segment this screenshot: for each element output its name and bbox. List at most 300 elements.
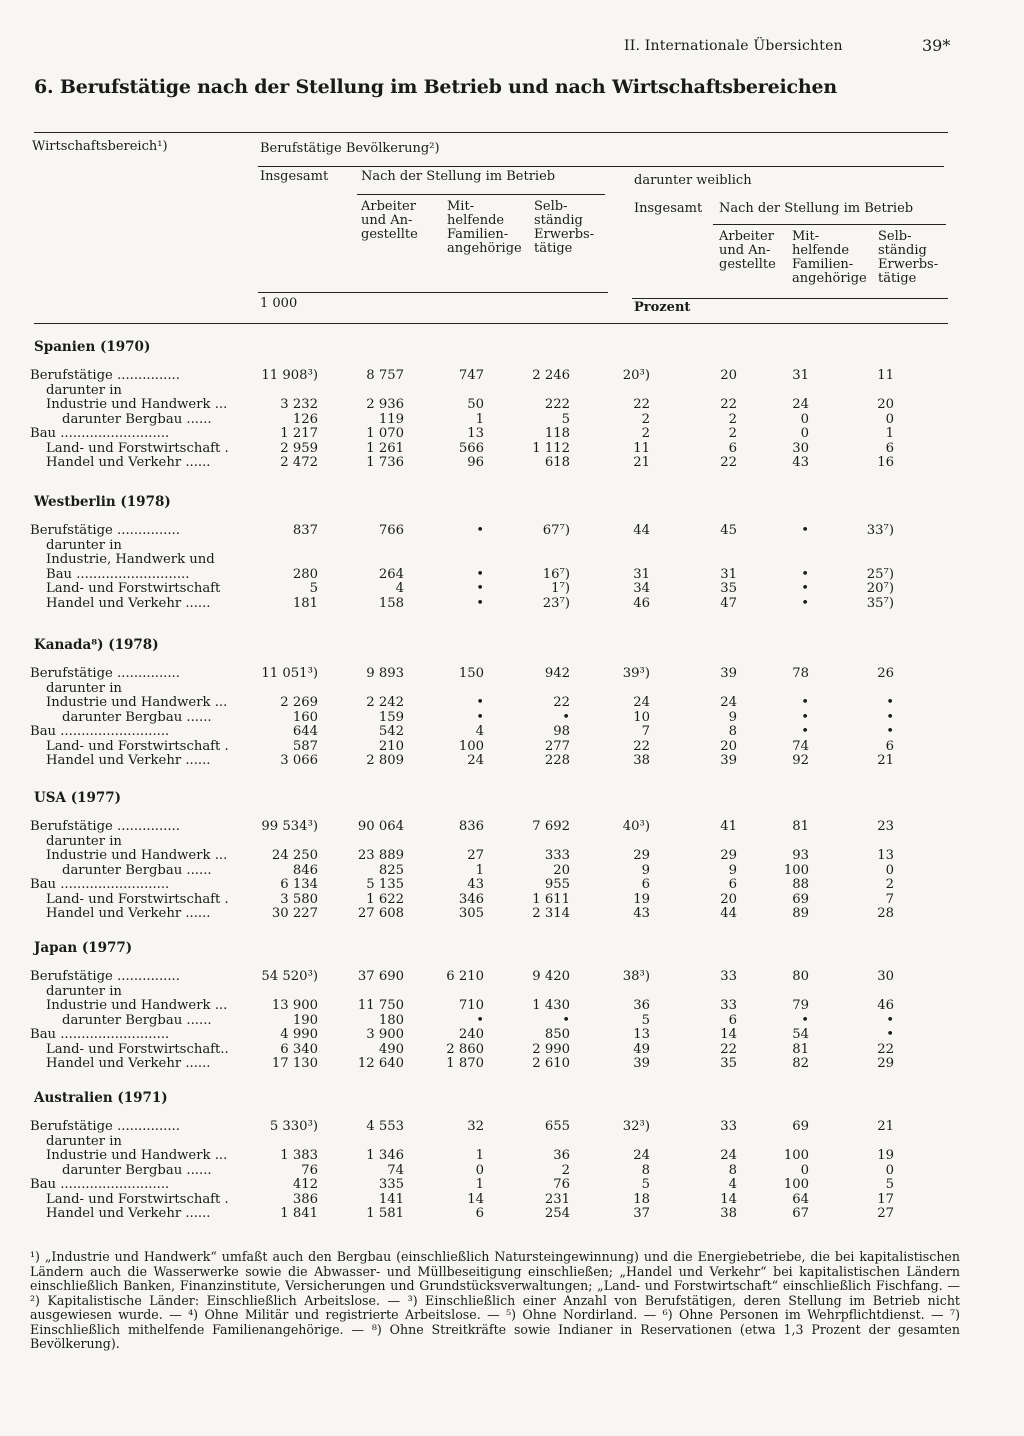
- row-value: 8: [728, 1162, 737, 1178]
- row-value: 150: [458, 666, 484, 681]
- row-value: 11 908³): [261, 368, 318, 383]
- row-label: darunter Bergbau ......: [62, 709, 212, 725]
- row-value: •: [886, 1027, 894, 1042]
- table-row: [0, 835, 1024, 849]
- table-row: [0, 427, 1024, 441]
- row-value: 4: [728, 1177, 737, 1192]
- row-label: darunter in: [46, 680, 122, 696]
- row-label: darunter Bergbau ......: [62, 1162, 212, 1178]
- row-value: 33: [720, 1119, 737, 1134]
- row-value: 2: [641, 426, 650, 441]
- row-value: 39: [720, 753, 737, 768]
- row-value: 45: [720, 523, 737, 538]
- row-value: 254: [544, 1206, 570, 1221]
- table-row: [0, 878, 1024, 892]
- row-value: 21: [877, 753, 894, 768]
- row-value: 190: [292, 1012, 318, 1028]
- row-value: 44: [633, 523, 650, 538]
- row-value: 54: [792, 1027, 809, 1042]
- row-value: 27: [877, 1206, 894, 1221]
- row-value: 566: [458, 440, 484, 456]
- rule-header-bottom: [34, 323, 948, 324]
- row-value: 12 640: [357, 1056, 404, 1071]
- row-label: Handel und Verkehr ......: [46, 753, 211, 768]
- row-value: 23: [877, 819, 894, 834]
- row-value: •: [476, 566, 484, 582]
- row-value: 346: [458, 891, 484, 907]
- row-value: 5: [641, 1012, 650, 1028]
- row-value: •: [801, 595, 809, 611]
- row-label: Berufstätige ...............: [30, 1119, 180, 1134]
- row-value: •: [886, 695, 894, 710]
- table-row: [0, 682, 1024, 696]
- row-value: 43: [792, 455, 809, 470]
- row-value: •: [801, 1012, 809, 1028]
- row-value: 2: [728, 426, 737, 441]
- rule-top: [34, 132, 948, 133]
- table-row: [0, 568, 1024, 582]
- row-value: 264: [378, 566, 404, 582]
- row-value: 39³): [622, 666, 650, 681]
- table-row: [0, 667, 1024, 681]
- row-value: 7: [641, 724, 650, 739]
- row-value: 2: [885, 877, 894, 892]
- row-value: 1 870: [446, 1056, 484, 1071]
- row-value: 2 860: [446, 1041, 484, 1057]
- row-label: Bau ..........................: [30, 1177, 170, 1192]
- section-title: USA (1977): [34, 790, 122, 806]
- table-row: [0, 893, 1024, 907]
- row-value: 22: [633, 397, 650, 412]
- rule-header-1: [258, 166, 944, 167]
- row-value: 1: [475, 1148, 484, 1163]
- row-label: Handel und Verkehr ......: [46, 595, 211, 611]
- row-label: Handel und Verkehr ......: [46, 1056, 211, 1071]
- rule-units-1: [258, 292, 608, 293]
- row-value: 32: [467, 1119, 484, 1134]
- row-value: 1 611: [532, 891, 570, 907]
- row-value: 16⁷): [542, 566, 570, 582]
- row-value: 35: [720, 1056, 737, 1071]
- row-value: 30 227: [271, 906, 318, 921]
- row-label: Handel und Verkehr ......: [46, 455, 211, 470]
- table-row: [0, 970, 1024, 984]
- row-value: 5: [885, 1177, 894, 1192]
- row-value: 5: [309, 581, 318, 596]
- row-label: Industrie und Handwerk ...: [46, 998, 228, 1013]
- row-value: 2: [561, 1162, 570, 1178]
- row-value: 180: [378, 1012, 404, 1028]
- row-value: 280: [292, 566, 318, 582]
- row-value: 8: [728, 724, 737, 739]
- row-value: 9: [728, 709, 737, 725]
- row-label: Berufstätige ...............: [30, 666, 180, 681]
- row-value: 618: [544, 455, 570, 470]
- row-value: 54 520³): [261, 969, 318, 984]
- section-title: Kanada⁸) (1978): [34, 637, 159, 653]
- row-value: •: [476, 595, 484, 611]
- row-value: 160: [292, 709, 318, 725]
- table-row: [0, 864, 1024, 878]
- row-value: 9 893: [366, 666, 404, 681]
- row-label: darunter in: [46, 1133, 122, 1149]
- row-value: 222: [544, 397, 570, 412]
- row-value: 29: [633, 848, 650, 863]
- rule-stellung: [357, 194, 605, 195]
- row-value: 8 757: [366, 368, 404, 383]
- header-insgesamt: Insgesamt: [260, 169, 329, 184]
- row-value: 80: [792, 969, 809, 984]
- row-value: 20: [877, 397, 894, 412]
- row-label: Berufstätige ...............: [30, 368, 180, 383]
- row-value: 14: [720, 1027, 737, 1042]
- row-label: Handel und Verkehr ......: [46, 906, 211, 921]
- row-value: •: [801, 709, 809, 725]
- row-value: 0: [800, 1162, 809, 1178]
- row-value: 24: [467, 753, 484, 768]
- row-value: 27: [467, 848, 484, 863]
- row-value: 181: [292, 595, 318, 611]
- header-nach-stellung-w: Nach der Stellung im Betrieb: [719, 201, 914, 216]
- row-value: 81: [792, 1041, 809, 1057]
- row-value: 7: [885, 891, 894, 907]
- row-value: 26: [877, 666, 894, 681]
- row-value: 31: [720, 566, 737, 582]
- row-value: 5: [641, 1177, 650, 1192]
- page-number: 39*: [922, 36, 951, 55]
- row-value: 46: [633, 595, 650, 611]
- row-value: 1 217: [280, 426, 318, 441]
- row-value: 20: [720, 368, 737, 383]
- row-value: 33: [720, 969, 737, 984]
- row-value: 92: [792, 753, 809, 768]
- row-value: •: [476, 709, 484, 725]
- row-value: •: [886, 709, 894, 725]
- row-value: 6 210: [446, 969, 484, 984]
- table-row: [0, 985, 1024, 999]
- row-value: 850: [544, 1027, 570, 1042]
- row-value: 20⁷): [866, 581, 894, 596]
- row-value: 825: [378, 862, 404, 878]
- row-value: 14: [467, 1191, 484, 1207]
- rule-stellung-w: [713, 224, 946, 225]
- table-row: [0, 582, 1024, 596]
- row-value: 3 900: [366, 1027, 404, 1042]
- row-value: 126: [292, 411, 318, 427]
- row-value: 79: [792, 998, 809, 1013]
- row-value: 35: [720, 581, 737, 596]
- row-value: 1 622: [366, 891, 404, 907]
- row-value: 836: [458, 819, 484, 834]
- row-value: 6: [728, 440, 737, 456]
- row-value: 4: [395, 581, 404, 596]
- row-value: •: [886, 1012, 894, 1028]
- row-value: 305: [458, 906, 484, 921]
- row-value: 28: [877, 906, 894, 921]
- row-value: 24: [720, 695, 737, 710]
- table-row: [0, 1014, 1024, 1028]
- row-value: 1 112: [532, 440, 570, 456]
- row-value: 64: [792, 1191, 809, 1207]
- row-value: 93: [792, 848, 809, 863]
- table-row: [0, 907, 1024, 921]
- row-value: 21: [633, 455, 650, 470]
- row-value: 210: [378, 738, 404, 754]
- row-value: 11: [633, 440, 650, 456]
- row-value: 412: [292, 1177, 318, 1192]
- row-value: •: [562, 1012, 570, 1028]
- header-berufstaetige: Berufstätige Bevölkerung²): [260, 141, 440, 156]
- row-value: 40³): [622, 819, 650, 834]
- row-value: 6 340: [280, 1041, 318, 1057]
- row-value: 39: [633, 1056, 650, 1071]
- row-value: 82: [792, 1056, 809, 1071]
- row-value: 90 064: [357, 819, 404, 834]
- row-value: 67⁷): [542, 523, 570, 538]
- row-value: •: [801, 724, 809, 739]
- table-row: [0, 398, 1024, 412]
- row-value: 22: [553, 695, 570, 710]
- row-value: 0: [885, 1162, 894, 1178]
- row-value: 240: [458, 1027, 484, 1042]
- running-head: II. Internationale Übersichten: [624, 38, 843, 54]
- row-value: 74: [792, 738, 809, 754]
- row-value: 11: [877, 368, 894, 383]
- row-label: Bau ...........................: [46, 566, 190, 582]
- row-value: 1 736: [366, 455, 404, 470]
- row-value: 19: [633, 891, 650, 907]
- unit-prozent: Prozent: [634, 300, 691, 315]
- header-selbstaendig-w: Selb- ständig Erwerbs- tätige: [878, 229, 939, 286]
- row-value: 9: [728, 862, 737, 878]
- row-value: 24: [633, 695, 650, 710]
- row-label: Handel und Verkehr ......: [46, 1206, 211, 1221]
- row-value: 158: [378, 595, 404, 611]
- row-value: 9: [641, 862, 650, 878]
- table-row: [0, 1135, 1024, 1149]
- row-value: 33: [720, 998, 737, 1013]
- row-value: 6: [728, 877, 737, 892]
- row-value: 43: [467, 877, 484, 892]
- row-value: 69: [792, 1119, 809, 1134]
- unit-1000: 1 000: [260, 296, 298, 311]
- table-title: 6. Berufstätige nach der Stellung im Betrieb und nach Wirtschaftsbereichen: [34, 76, 837, 98]
- row-value: 141: [378, 1191, 404, 1207]
- row-value: •: [476, 581, 484, 596]
- row-value: 98: [553, 724, 570, 739]
- row-label: Land- und Forstwirtschaft .: [46, 1191, 229, 1207]
- row-value: 6: [475, 1206, 484, 1221]
- row-value: •: [476, 523, 484, 538]
- row-value: 1: [475, 1177, 484, 1192]
- row-value: 24: [792, 397, 809, 412]
- row-value: 0: [885, 411, 894, 427]
- row-value: 31: [792, 368, 809, 383]
- row-label: Bau ..........................: [30, 724, 170, 739]
- row-value: 67: [792, 1206, 809, 1221]
- row-value: 76: [553, 1177, 570, 1192]
- row-value: 31: [633, 566, 650, 582]
- header-selbstaendig: Selb- ständig Erwerbs- tätige: [534, 199, 595, 256]
- row-value: 99 534³): [261, 819, 318, 834]
- row-value: 69: [792, 891, 809, 907]
- table-row: [0, 553, 1024, 567]
- row-value: 335: [378, 1177, 404, 1192]
- header-nach-stellung: Nach der Stellung im Betrieb: [361, 169, 556, 184]
- row-label: Berufstätige ...............: [30, 523, 180, 538]
- table-row: [0, 1149, 1024, 1163]
- row-label: darunter Bergbau ......: [62, 411, 212, 427]
- row-value: 36: [633, 998, 650, 1013]
- row-value: 17 130: [271, 1056, 318, 1071]
- row-value: 9 420: [532, 969, 570, 984]
- row-value: 333: [544, 848, 570, 863]
- row-value: 20: [720, 891, 737, 907]
- table-row: [0, 442, 1024, 456]
- row-value: 2: [728, 411, 737, 427]
- row-value: 2 314: [532, 906, 570, 921]
- row-value: 490: [378, 1041, 404, 1057]
- table-row: [0, 456, 1024, 470]
- row-value: 1⁷): [551, 581, 570, 596]
- row-label: Berufstätige ...............: [30, 969, 180, 984]
- row-value: 32³): [622, 1119, 650, 1134]
- row-value: 3 066: [280, 753, 318, 768]
- row-value: 6: [641, 877, 650, 892]
- table-row: [0, 711, 1024, 725]
- row-value: 20: [720, 738, 737, 754]
- row-value: 6: [728, 1012, 737, 1028]
- row-value: 655: [544, 1119, 570, 1134]
- row-value: 23 889: [357, 848, 404, 863]
- header-mithelfende: Mit- helfende Familien- angehörige: [447, 199, 522, 256]
- table-row: [0, 1043, 1024, 1057]
- row-value: 18: [633, 1191, 650, 1207]
- row-value: 766: [378, 523, 404, 538]
- table-row: [0, 597, 1024, 611]
- table-row: [0, 1120, 1024, 1134]
- table-row: [0, 413, 1024, 427]
- row-label: Bau ..........................: [30, 1027, 170, 1042]
- row-value: 13: [877, 848, 894, 863]
- row-value: 1: [475, 411, 484, 427]
- row-value: 16: [877, 455, 894, 470]
- row-value: 38³): [622, 969, 650, 984]
- header-mithelfende-w: Mit- helfende Familien- angehörige: [792, 229, 867, 286]
- row-value: 29: [720, 848, 737, 863]
- section-title: Japan (1977): [34, 940, 133, 956]
- row-label: Industrie und Handwerk ...: [46, 1148, 228, 1163]
- row-value: 43: [633, 906, 650, 921]
- row-value: 25⁷): [866, 566, 894, 582]
- row-label: Berufstätige ...............: [30, 819, 180, 834]
- row-value: 10: [633, 709, 650, 725]
- header-arbeiter-w: Arbeiter und An- gestellte: [719, 229, 776, 272]
- row-value: 231: [544, 1191, 570, 1207]
- row-value: 5: [561, 411, 570, 427]
- row-value: 13 900: [271, 998, 318, 1013]
- row-value: 22: [877, 1041, 894, 1057]
- row-value: 39: [720, 666, 737, 681]
- row-value: 14: [720, 1191, 737, 1207]
- row-value: •: [476, 1012, 484, 1028]
- row-label: darunter in: [46, 537, 122, 553]
- table-row: [0, 1164, 1024, 1178]
- table-row: [0, 369, 1024, 383]
- row-value: 11 051³): [261, 666, 318, 681]
- row-value: 8: [641, 1162, 650, 1178]
- row-value: 1 430: [532, 998, 570, 1013]
- row-value: 13: [633, 1027, 650, 1042]
- row-value: •: [886, 724, 894, 739]
- row-value: 386: [292, 1191, 318, 1207]
- row-value: 30: [792, 440, 809, 456]
- row-value: 33⁷): [866, 523, 894, 538]
- row-value: 17: [877, 1191, 894, 1207]
- row-value: 1 841: [280, 1206, 318, 1221]
- row-value: 277: [544, 738, 570, 754]
- row-value: 3 580: [280, 891, 318, 907]
- row-value: 846: [292, 862, 318, 878]
- row-value: 20: [553, 862, 570, 878]
- row-value: 644: [292, 724, 318, 739]
- row-value: 1 261: [366, 440, 404, 456]
- row-value: 837: [292, 523, 318, 538]
- rule-units-2: [632, 298, 948, 299]
- section-title: Spanien (1970): [34, 339, 151, 355]
- header-darunter-weiblich: darunter weiblich: [634, 173, 752, 188]
- row-value: 89: [792, 906, 809, 921]
- table-row: [0, 1028, 1024, 1042]
- row-value: 78: [792, 666, 809, 681]
- row-value: 0: [885, 862, 894, 878]
- row-value: 23⁷): [542, 595, 570, 611]
- row-value: •: [801, 581, 809, 596]
- row-value: 11 750: [357, 998, 404, 1013]
- row-value: 2 610: [532, 1056, 570, 1071]
- table-row: [0, 384, 1024, 398]
- row-label: darunter Bergbau ......: [62, 1012, 212, 1028]
- row-value: 6: [885, 440, 894, 456]
- row-value: 159: [378, 709, 404, 725]
- row-value: 24: [720, 1148, 737, 1163]
- row-value: 2 959: [280, 440, 318, 456]
- row-value: •: [801, 566, 809, 582]
- row-label: Bau ..........................: [30, 877, 170, 892]
- row-value: 5 135: [366, 877, 404, 892]
- row-value: 228: [544, 753, 570, 768]
- row-value: 46: [877, 998, 894, 1013]
- row-value: 118: [544, 426, 570, 441]
- row-value: 76: [301, 1162, 318, 1178]
- row-value: 587: [292, 738, 318, 754]
- section-title: Australien (1971): [34, 1090, 168, 1106]
- row-value: 7 692: [532, 819, 570, 834]
- row-value: 47: [720, 595, 737, 611]
- row-label: Bau ..........................: [30, 426, 170, 441]
- row-value: 27 608: [357, 906, 404, 921]
- row-value: •: [801, 523, 809, 538]
- row-value: 542: [378, 724, 404, 739]
- row-value: 710: [458, 998, 484, 1013]
- row-value: 955: [544, 877, 570, 892]
- row-value: 22: [720, 455, 737, 470]
- row-value: 2 936: [366, 397, 404, 412]
- row-value: 1 070: [366, 426, 404, 441]
- table-row: [0, 696, 1024, 710]
- row-value: 1: [885, 426, 894, 441]
- row-value: 38: [720, 1206, 737, 1221]
